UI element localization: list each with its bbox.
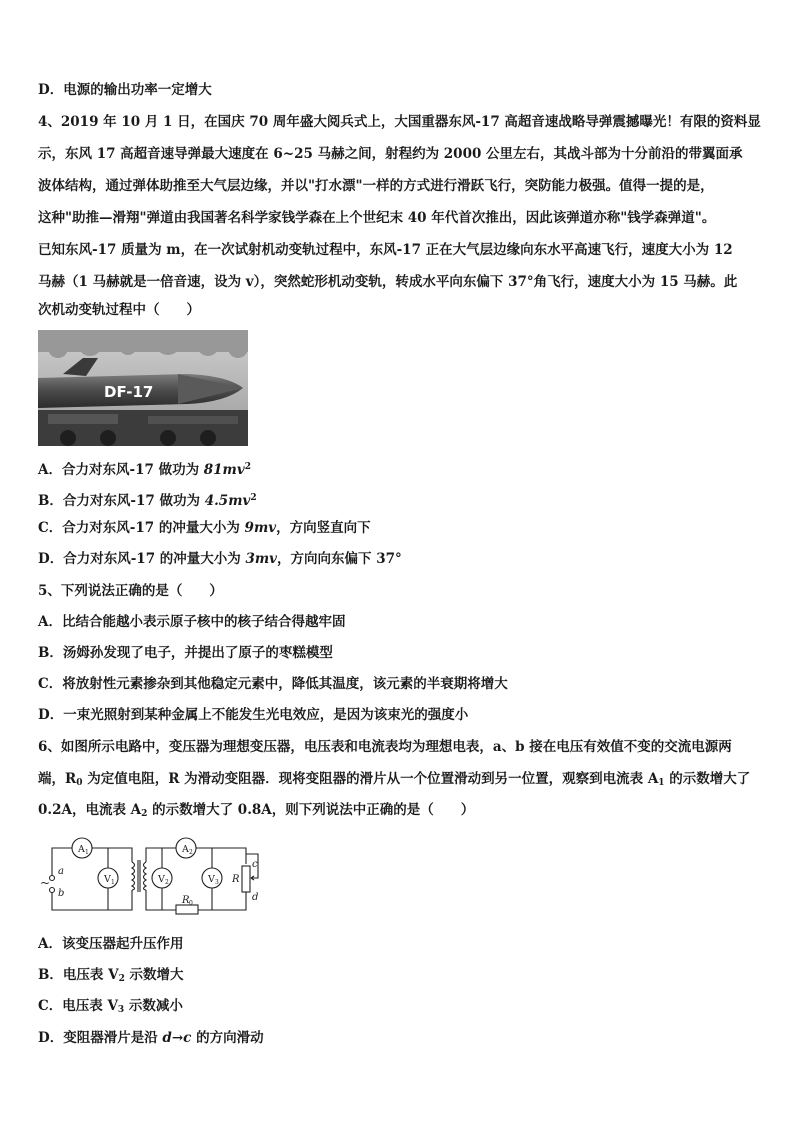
circuit-svg (38, 834, 278, 920)
q6-stem-line3 (38, 802, 758, 822)
label-v1: V (104, 874, 111, 885)
q6-option-d-text: D．变阻器滑片是沿 (38, 1030, 163, 1046)
q4-stem-line: 4、2019 年 10 月 1 日，在国庆 70 周年盛大阅兵式上，大国重器东风-17 高超音速战略导弹震撼曝光！有限的资料显 (38, 114, 761, 130)
q5-option-a: A．比结合能越小表示原子核中的核子结合得越牢固 (38, 614, 346, 630)
q4-option-d (38, 551, 402, 567)
q4-option-a (38, 459, 251, 478)
q4-option-b-value: 4.5mv (204, 493, 251, 509)
q4-option-a-sup: 2 (244, 462, 251, 472)
q3-option-d: D．电源的输出功率一定增大 (38, 82, 212, 98)
q6-circuit-diagram (38, 834, 278, 920)
q6-stem-line1: 6、如图所示电路中，变压器为理想变压器，电压表和电流表均为理想电表，a、b 接在电压有效值不变的交流电源两 (38, 739, 732, 755)
ac-source-symbol: ~ (40, 876, 51, 890)
label-a: a (58, 866, 64, 877)
q6-text: 端，R (38, 771, 77, 787)
q4-option-d-value: 3mv (245, 551, 278, 567)
q4-stem-line: 波体结构，通过弹体助推至大气层边缘，并以"打水漂"一样的方式进行滑跃飞行，突防能力极强。值得一提的是， (38, 178, 714, 194)
label-a2-sub: 2 (189, 849, 193, 856)
q6-text: 0.2A，电流表 A (38, 802, 142, 818)
label-v2-sub: 2 (165, 879, 169, 886)
q4-option-b (38, 490, 257, 509)
q6-option-a: A．该变压器起升压作用 (38, 936, 184, 952)
label-a1: A (78, 844, 85, 855)
q6-text: 为定值电阻，R 为滑动变阻器．现将变阻器的滑片从一个位置滑动到另一位置，观察到电流表 A (82, 771, 659, 787)
q6-stem-line2 (38, 771, 758, 791)
q6-option-b-sub: 2 (118, 974, 125, 984)
q6-sub: 1 (658, 778, 665, 788)
q6-option-b (38, 967, 184, 987)
q6-option-c-text: C．电压表 V (38, 998, 118, 1014)
label-v1-sub: 1 (111, 879, 115, 886)
q4-option-b-sup: 2 (250, 493, 257, 503)
q6-option-b-text: B．电压表 V (38, 967, 119, 983)
df17-label: DF-17 (104, 383, 154, 401)
q6-option-b-suffix: 示数增大 (124, 967, 184, 983)
label-r0-sub: 0 (189, 900, 193, 907)
q5-option-b: B．汤姆孙发现了电子，并提出了原子的枣糕模型 (38, 645, 333, 661)
label-v3: V (208, 874, 215, 885)
q4-option-d-text: D．合力对东风-17 的冲量大小为 (38, 551, 246, 567)
df17-missile-image (38, 330, 248, 446)
q6-option-c-sub: 3 (117, 1005, 125, 1015)
q6-option-d (38, 1030, 264, 1046)
q6-text: 的示数增大了 0.8A，则下列说法中正确的是（ ） (147, 802, 475, 818)
label-v2: V (158, 874, 165, 885)
q6-sub: 2 (141, 809, 148, 819)
q4-stem-line: 马赫（1 马赫就是一倍音速，设为 v），突然蛇形机动变轨，转成水平向东偏下 37°角飞行，速度大小为 15 马赫。此 (38, 274, 738, 290)
q4-stem-line: 这种"助推—滑翔"弹道由我国著名科学家钱学森在上个世纪末 40 年代首次推出，因此该弹道亦称"钱学森弹道"。 (38, 210, 716, 226)
q4-stem-line: 次机动变轨过程中（ ） (38, 302, 200, 318)
q6-option-d-value: d→c (162, 1030, 192, 1046)
q4-option-c (38, 520, 371, 536)
q4-option-c-suffix: ，方向竖直向下 (276, 520, 371, 536)
label-b: b (58, 888, 65, 899)
label-d: d (252, 892, 259, 903)
q6-sub: 0 (76, 778, 83, 788)
q4-option-c-text: C．合力对东风-17 的冲量大小为 (38, 520, 245, 536)
label-a2: A (182, 844, 189, 855)
q4-option-a-value: 81mv (203, 462, 245, 478)
df17-photo (38, 330, 248, 446)
q4-option-a-text: A．合力对东风-17 做功为 (38, 462, 204, 478)
label-r0: R (182, 895, 190, 906)
label-v3-sub: 3 (215, 879, 219, 886)
label-c: c (252, 859, 258, 870)
q6-option-c-suffix: 示数减小 (124, 998, 183, 1014)
q5-option-d: D．一束光照射到某种金属上不能发生光电效应，是因为该束光的强度小 (38, 707, 469, 723)
q5-stem: 5、下列说法正确的是（ ） (38, 583, 223, 599)
q4-option-c-value: 9mv (244, 520, 277, 536)
q4-stem-line: 已知东风-17 质量为 m，在一次试射机动变轨过程中，东风-17 正在大气层边缘向东水平高速飞行，速度大小为 12 (38, 242, 733, 258)
label-r: R (232, 874, 240, 885)
q5-option-c: C．将放射性元素掺杂到其他稳定元素中，降低其温度，该元素的半衰期将增大 (38, 676, 508, 692)
q6-option-d-suffix: 的方向滑动 (191, 1030, 264, 1046)
q6-option-c (38, 998, 183, 1018)
q4-option-d-suffix: ，方向向东偏下 37° (277, 551, 402, 567)
q4-option-b-text: B．合力对东风-17 做功为 (38, 493, 205, 509)
label-a1-sub: 1 (85, 849, 89, 856)
q4-stem-line: 示，东风 17 高超音速导弹最大速度在 6~25 马赫之间，射程约为 2000 公里左右，其战斗部为十分前沿的带翼面承 (38, 146, 743, 162)
resistor-r0-symbol (176, 905, 198, 914)
q6-text: 的示数增大了 (664, 771, 751, 787)
rheostat-r-symbol (242, 866, 250, 892)
